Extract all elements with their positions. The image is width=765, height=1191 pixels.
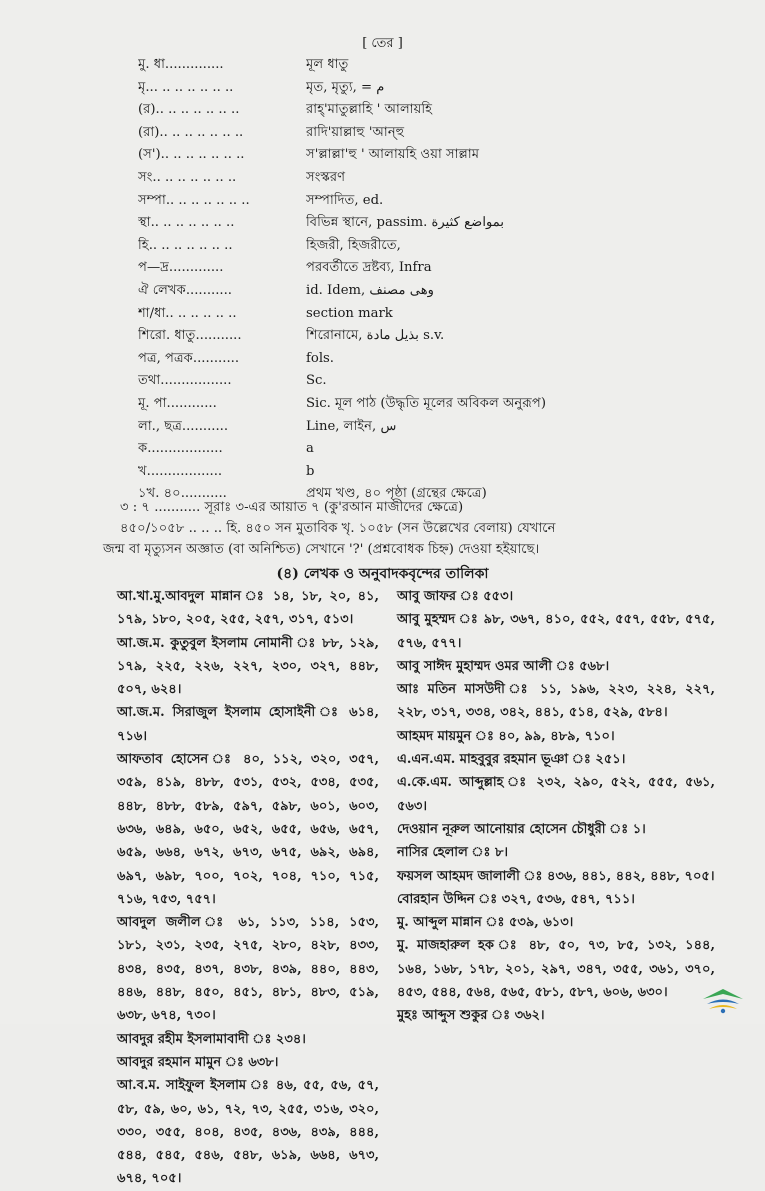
abbreviation-row xyxy=(138,257,658,280)
abbreviation-row xyxy=(138,325,658,348)
abbreviation-row xyxy=(138,54,658,77)
abbreviation-row xyxy=(138,167,658,190)
abbreviation-row xyxy=(138,303,658,326)
leader-dots: .................. xyxy=(146,463,223,479)
author-entry: আবদুর রহমান মামুন ঃ ৬৩৮। xyxy=(117,1054,279,1070)
abbreviation-key: মু. ধা. xyxy=(138,57,170,72)
abbreviation-meaning: id. Idem, وهى مصنف xyxy=(306,282,435,298)
abbreviation-key: (র) xyxy=(138,102,156,118)
author-entry: আবদুর রহীম ইসলামাবাদী ঃ ২৩৪। xyxy=(117,1031,306,1047)
leader-dots: .. .. .. xyxy=(188,521,223,536)
author-entry: আবদুল জলীল ঃ ৬১, ১১৩, ১১৪, ১৫৩, ১৮১, ২৩১, ২৩৫, ২৭৫, ২৮০, ৪২৮, ৪৩৩, ৪৩৪, ৪৩৫, ৪৩৭, ৪৩৮, ৪৩৯, ৪৪০, ৪৪৩, ৪৪৬, ৪৪৮, ৪৫০, ৪৫১, ৪৮১, ৪৮৩, ৫১৯, ৬৩৮, ৬৭৪, ৭৩০। xyxy=(117,915,379,1024)
author-entry: আহমদ মায়মুন ঃ ৪০, ৯৯, ৪৮৯, ৭১০। xyxy=(397,728,615,744)
abbreviation-row xyxy=(138,370,658,393)
leader-dots: .. .. .. .. .. .. .. xyxy=(149,79,234,95)
abbreviation-meaning: সংস্করণ xyxy=(306,169,346,185)
abbreviation-meaning: প্রথম খণ্ড, ৪০ পৃষ্ঠা (গ্রন্থের ক্ষেত্রে) xyxy=(306,486,487,502)
abbreviation-key: হি xyxy=(138,237,149,253)
abbreviation-row-year xyxy=(120,518,660,540)
leader-dots: ........... xyxy=(170,395,217,411)
abbreviation-row xyxy=(138,77,658,100)
abbreviation-key: ৩ : ৭ xyxy=(120,500,150,515)
author-entry: বোরহান উদ্দিন ঃ ৩২৭, ৫৩৬, ৫৪৭, ৭১১। xyxy=(397,891,635,907)
abbreviation-key: (রা) xyxy=(138,124,160,140)
author-entry: ফয়সল আহমদ জালালী ঃ ৪৩৬, ৪৪১, ৪৪২, ৪৪৮, ৭০৫। xyxy=(397,868,715,884)
abbreviation-meaning: বিভিন্ন স্থানে, passim. بمواضع كثيرة xyxy=(306,215,505,231)
author-entry: আ.জ.ম. কুতুবুল ইসলাম নোমানী ঃ ৮৮, ১২৯, ১৭৯, ২২৫, ২২৬, ২২৭, ২৩০, ৩২৭, ৪৪৮, ৫০৭, ৬২৪। xyxy=(117,635,379,698)
author-entry: আবু মুহম্মদ ঃ ৯৮, ৩৬৭, ৪১০, ৫৫২, ৫৫৭, ৫৫৮, ৫৭৫, ৫৭৬, ৫৭৭। xyxy=(397,612,715,651)
abbreviation-meaning: রাদি'য়াল্লাহু 'আন্‌হু xyxy=(306,124,405,140)
abbreviation-key: (স') xyxy=(138,147,161,163)
abbreviation-row-surah xyxy=(120,497,660,519)
abbreviation-key: মূ. পা. xyxy=(138,395,171,411)
leader-dots: .. .. .. .. .. .. .. xyxy=(165,192,250,208)
author-entry: আ.খা.মু.আবদুল মান্নান ঃ ১৪, ১৮, ২০, ৪১, ১৭৯, ১৮০, ২০৫, ২৫৫, ২৫৭, ৩১৭, ৫১৩। xyxy=(117,589,379,628)
leader-dots: .................. xyxy=(147,441,223,457)
abbreviation-key: শা/ধা xyxy=(138,305,166,321)
leader-dots: ............. xyxy=(168,260,224,276)
abbreviation-row xyxy=(138,461,658,484)
leader-dots: .. .. .. .. .. .. .. xyxy=(160,147,245,163)
abbreviation-row xyxy=(138,348,658,371)
leader-dots: .. .. .. .. .. .. .. xyxy=(148,237,233,253)
leader-dots: .. .. .. .. .. .. .. xyxy=(152,169,237,185)
author-entry: মুহঃ আব্দুস শুকুর ঃ ৩৬২। xyxy=(397,1008,545,1024)
abbreviation-key: ৪৫০/১০৫৮ xyxy=(120,521,185,536)
abbreviation-key: মৃ. xyxy=(138,79,150,95)
authors-left-column xyxy=(117,585,379,1191)
leader-dots: ........... xyxy=(154,500,201,515)
abbreviation-meaning: সম্পাদিত, ed. xyxy=(306,192,384,208)
abbreviation-meaning: b xyxy=(306,463,315,479)
leader-dots: ........... xyxy=(185,282,232,298)
leader-dots: ................. xyxy=(160,373,232,389)
abbreviation-key: সম্পা xyxy=(138,192,166,208)
abbreviation-row xyxy=(138,235,658,258)
author-entry: আ.জ.ম. সিরাজুল ইসলাম হোসাইনী ঃ ৬১৪, ৭১৬। xyxy=(117,705,379,744)
author-entry: আবু সাঈদ মুহাম্মদ ওমর আলী ঃ ৫৬৮। xyxy=(397,658,610,674)
abbreviation-row xyxy=(138,190,658,213)
abbreviation-row xyxy=(138,280,658,303)
abbreviation-meaning: মৃত, মৃত্যু, = م xyxy=(306,79,385,95)
leader-dots: ........... xyxy=(192,350,240,366)
author-entry: এ.এন.এম. মাহবুবুর রহমান ভূঞা ঃ ২৫১। xyxy=(397,752,626,768)
abbreviation-row xyxy=(138,144,658,167)
abbreviation-row xyxy=(138,122,658,145)
abbreviation-meaning: রাহ্‌'মাতুল্লাহি ' আলায়হি xyxy=(306,102,433,118)
author-entry: নাসির হেলাল ঃ ৮। xyxy=(397,845,509,861)
abbreviation-meaning: শিরোনামে, بذيل مادة s.v. xyxy=(306,328,445,344)
abbreviation-row xyxy=(138,99,658,122)
leader-dots: ........... xyxy=(195,328,242,344)
abbreviation-row xyxy=(138,393,658,416)
abbreviation-key: স্থা xyxy=(138,215,151,231)
abbreviation-key: প—দ্র xyxy=(138,260,169,276)
abbreviation-key: শিরো. ধাতু xyxy=(138,328,196,344)
abbreviation-key: ঐ লেখক xyxy=(138,282,186,298)
abbreviation-row xyxy=(138,416,658,439)
abbreviation-row xyxy=(138,212,658,235)
author-entry: আ.ব.ম. সাইফুল ইসলাম ঃ ৪৬, ৫৫, ৫৬, ৫৭, ৫৮, ৫৯, ৬০, ৬১, ৭২, ৭৩, ২৫৫, ৩১৬, ৩২০, ৩৩০, ৩৫৫, ৪০৪, ৪৩৫, ৪৩৬, ৪৩৯, ৪৪৪, ৫৪৪, ৫৪৫, ৫৪৬, ৫৪৮, ৬১৯, ৬৬৪, ৬৭৩, ৬৭৪, ৭০৫। xyxy=(117,1078,379,1187)
abbreviation-meaning: হিজরী, হিজরীতে, xyxy=(306,237,401,253)
author-entry: আবু জাফর ঃ ৫৫৩। xyxy=(397,589,514,604)
abbreviation-row xyxy=(138,438,658,461)
author-entry: এ.কে.এম. আব্দুল্লাহ ঃ ২৩২, ২৯০, ৫২২, ৫৫৫, ৫৬১, ৫৬৩। xyxy=(397,775,715,814)
abbreviation-key: লা., ছত্র xyxy=(138,418,182,434)
abbreviation-key: ১খ. ৪০ xyxy=(138,486,181,502)
abbreviation-meaning: a xyxy=(306,441,314,457)
abbreviation-meaning: স'ল্লাল্লা'হু ' আলায়হি ওয়া সাল্লাম xyxy=(306,147,480,163)
leader-dots: .. .. .. .. .. .. .. xyxy=(155,102,240,118)
abbreviation-list xyxy=(138,54,658,506)
authors-right-column xyxy=(397,585,715,1028)
abbreviation-key: খ xyxy=(138,463,147,479)
abbreviation-key: তথা xyxy=(138,373,161,389)
abbreviation-meaning: Sc. xyxy=(306,373,327,389)
abbreviation-meaning: section mark xyxy=(306,305,393,321)
abbreviation-key: পত্র, পত্রক xyxy=(138,350,193,366)
author-entry: আঃ মতিন মাসউদী ঃ ১১, ১৯৬, ২২৩, ২২৪, ২২৭, ২২৮, ৩১৭, ৩৩৪, ৩৪২, ৪৪১, ৫১৪, ৫২৯, ৫৮৪। xyxy=(397,682,715,721)
leader-dots: .. .. .. .. .. .. xyxy=(165,305,237,321)
author-entry: দেওয়ান নূরুল আনোয়ার হোসেন চৌধুরী ঃ ১। xyxy=(397,821,646,837)
leader-dots: .. .. .. .. .. .. .. xyxy=(159,124,244,140)
abbreviation-meaning: Sic. মূল পাঠ (উদ্ধৃতি মূলের অবিকল অনুরূপ) xyxy=(306,395,546,411)
author-entry: মু. আব্দুল মান্নান ঃ ৫৩৯, ৬১৩। xyxy=(397,915,574,931)
abbreviation-key: সং xyxy=(138,169,153,185)
leader-dots: ........... xyxy=(180,486,227,502)
leader-dots: ............. xyxy=(169,57,224,72)
abbreviation-meaning: fols. xyxy=(306,350,334,366)
abbreviation-meaning: সূরাঃ ৩-এর আয়াত ৭ (কু'রআন মাজীদের ক্ষেত্রে) xyxy=(204,500,464,515)
publisher-logo-icon xyxy=(701,985,745,1015)
abbreviation-key: ক xyxy=(138,441,148,457)
page-number: [ তের ] xyxy=(362,36,403,51)
leader-dots: ........... xyxy=(181,418,229,434)
note-line: জন্ম বা মৃত্যুসন অজ্ঞাত (বা অনিশ্চিত) সেখানে '?' (প্রশ্নবোধক চিহ্ন) দেওয়া হইয়াছে। xyxy=(103,542,540,557)
abbreviation-meaning: হি. ৪৫০ সন মুতাবিক খৃ. ১০৫৮ (সন উল্লেখের বেলায়) যেখানে xyxy=(226,521,556,536)
abbreviation-meaning: পরবর্তীতে দ্রষ্টব্য, Infra xyxy=(306,260,432,276)
abbreviation-meaning: মূল ধাতু xyxy=(306,57,349,72)
author-entry: আফতাব হোসেন ঃ ৪০, ১১২, ৩২০, ৩৫৭, ৩৫৯, ৪১৯, ৪৮৮, ৫৩১, ৫৩২, ৫৩৪, ৫৩৫, ৪৪৮, ৪৮৮, ৫৮৯, ৫৯৭, ৫৯৮, ৬০১, ৬০৩, ৬৩৬, ৬৪৯, ৬৫০, ৬৫২, ৬৫৫, ৬৫৬, ৬৫৭, ৬৫৯, ৬৬৪, ৬৭২, ৬৭৩, ৬৭৫, ৬৯২, ৬৯৪, ৬৯৭, ৬৯৮, ৭০০, ৭০২, ৭০৪, ৭১০, ৭১৫, ৭১৬, ৭৫৩, ৭৫৭। xyxy=(117,752,379,907)
author-entry: মু. মাজহারুল হক ঃ ৪৮, ৫০, ৭৩, ৮৫, ১৩২, ১৪৪, ১৬৪, ১৬৮, ১৭৮, ২০১, ২৯৭, ৩৪৭, ৩৫৫, ৩৬১, ৩৭০, ৪৫৩, ৫৪৪, ৫৬৪, ৫৬৫, ৫৮১, ৫৮৭, ৬০৬, ৬৩০। xyxy=(397,938,715,1001)
leader-dots: .. .. .. .. .. .. .. xyxy=(150,215,235,231)
section-title: (৪) লেখক ও অনুবাদকবৃন্দের তালিকা xyxy=(276,566,489,582)
abbreviation-meaning: Line, লাইন, س xyxy=(306,418,397,434)
